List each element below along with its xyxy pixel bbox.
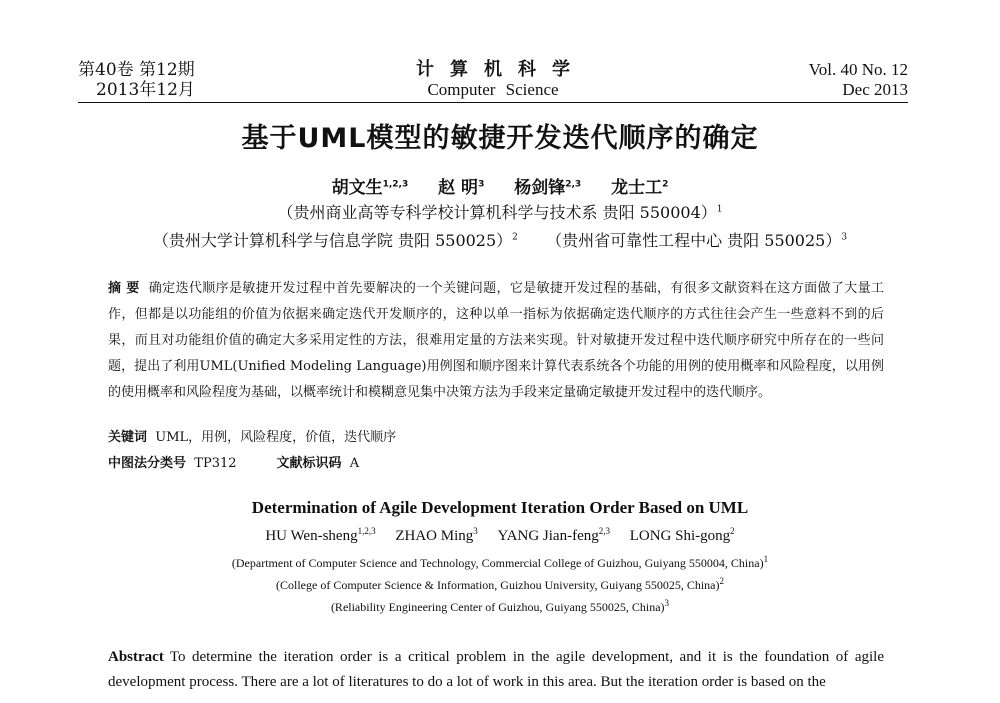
author-affil-mark: 2,3: [565, 179, 582, 190]
author-name: 杨剑锋: [514, 178, 566, 198]
english-author-name: YANG Jian-feng: [497, 528, 599, 544]
english-author-name: LONG Shi-gong: [629, 528, 731, 544]
english-author: [630, 528, 735, 544]
author: [438, 178, 484, 198]
header-right: [809, 60, 908, 100]
english-affiliation-mark: 2: [719, 576, 724, 586]
author-name: 赵 明: [438, 178, 479, 198]
affiliation-mark: 2: [512, 232, 518, 243]
keywords: [108, 426, 396, 445]
english-author-mark: 2: [730, 526, 735, 536]
date-cn: 2013年12月: [96, 80, 195, 100]
english-affiliation-mark: 3: [664, 598, 670, 608]
paper-title: 基于UML模型的敏捷开发迭代顺序的确定: [241, 123, 759, 154]
author-affil-mark: 3: [478, 179, 485, 190]
affiliation-mark: 3: [841, 232, 848, 243]
affiliation-line-1: [0, 200, 1000, 223]
english-affiliation-mark: 1: [763, 554, 769, 564]
affiliation-mark: 1: [716, 204, 723, 215]
header-center: [78, 60, 908, 100]
affiliation-line-2: [0, 228, 1000, 251]
affiliation: （贵州省可靠性工程中心 贵阳 550025）: [546, 231, 842, 250]
english-author-name: HU Wen-sheng: [265, 528, 358, 544]
keywords-text: UML，用例，风险程度，价值，迭代顺序: [155, 430, 397, 445]
english-affiliation-2: [0, 578, 1000, 593]
english-affiliation-3: [0, 600, 1000, 615]
journal-header: [78, 60, 908, 103]
affiliation: （贵州商业高等专科学校计算机科学与技术系 贵阳 550004）: [277, 203, 717, 222]
english-author-mark: 3: [473, 526, 478, 536]
abstract-cn: [108, 276, 884, 406]
abstract-en: [108, 645, 884, 695]
affiliation: （贵州大学计算机科学与信息学院 贵阳 550025）: [152, 231, 513, 250]
journal-name-cn: 计算机科学: [416, 59, 586, 80]
keywords-label: 关键词: [108, 430, 148, 445]
doc-code-value: A: [349, 456, 360, 471]
abstract-en-text: To determine the iteration order is a critical problem in the agile development, and it is the foundation of agile development process. There are a lot of literatures to do a lot of work in this area. But the iteration order is based on the: [108, 649, 884, 690]
abstract-cn-label: 摘 要: [108, 281, 140, 296]
english-title: Determination of Agile Development Iteration Order Based on UML: [251, 498, 749, 517]
author-affil-mark: 2: [662, 179, 669, 190]
english-author-name: ZHAO Ming: [395, 528, 474, 544]
english-author: [498, 528, 610, 544]
classification-value: TP312: [194, 456, 237, 471]
author-list: [0, 173, 1000, 198]
english-author: [265, 528, 375, 544]
english-affiliation-text: (Department of Computer Science and Technology, Commercial College of Guizhou, Guiyang 550004, China): [231, 556, 764, 570]
abstract-cn-text: 确定迭代顺序是敏捷开发过程中首先要解决的一个关键问题，它是敏捷开发过程的基础，有很多文献资料在这方面做了大量工作，但都是以功能组的价值为依据来确定迭代开发顺序的，这种以单一指标为依据确定迭代顺序的方式往往会产生一些意料不到的后果，而且对功能组价值的确定大多采用定性的方法，很难用定量的方法来实现。针对敏捷开发过程中迭代顺序研究中所存在的一些问题，提出了利用UML(Unified Modeling Language)用例图和顺序图来计算代表系统各个功能的用例的使用概率和风险程度，以用例的使用概率和风险程度为基础，以概率统计和模糊意见集中决策方法为手段来定量确定敏捷开发过程中的迭代顺序。: [108, 281, 884, 400]
english-author-list: [0, 528, 1000, 545]
classification-label: 中图法分类号: [108, 456, 187, 471]
author: [611, 178, 668, 198]
english-affiliation-text: (College of Computer Science & Information, Guizhou University, Guiyang 550025, China): [276, 578, 720, 592]
volume-en: Vol. 40 No. 12: [808, 60, 908, 79]
abstract-en-label: Abstract: [108, 649, 164, 665]
date-en: Dec 2013: [842, 80, 908, 99]
author-name: 胡文生: [331, 178, 383, 198]
author-affil-mark: 1,2,3: [382, 179, 409, 190]
volume-issue: 第40卷 第12期: [78, 60, 195, 80]
doc-code-label: 文献标识码: [276, 456, 342, 471]
english-author-mark: 1,2,3: [357, 526, 376, 536]
english-affiliation-text: (Reliability Engineering Center of Guizhou, Guiyang 550025, China): [330, 600, 665, 614]
author: [332, 178, 409, 198]
author: [514, 178, 581, 198]
classification: [108, 452, 359, 471]
english-affiliation-1: [0, 556, 1000, 571]
english-author-mark: 2,3: [598, 526, 610, 536]
journal-name-en: Computer Science: [427, 80, 559, 99]
english-author: [395, 528, 477, 544]
author-name: 龙士工: [611, 178, 663, 198]
